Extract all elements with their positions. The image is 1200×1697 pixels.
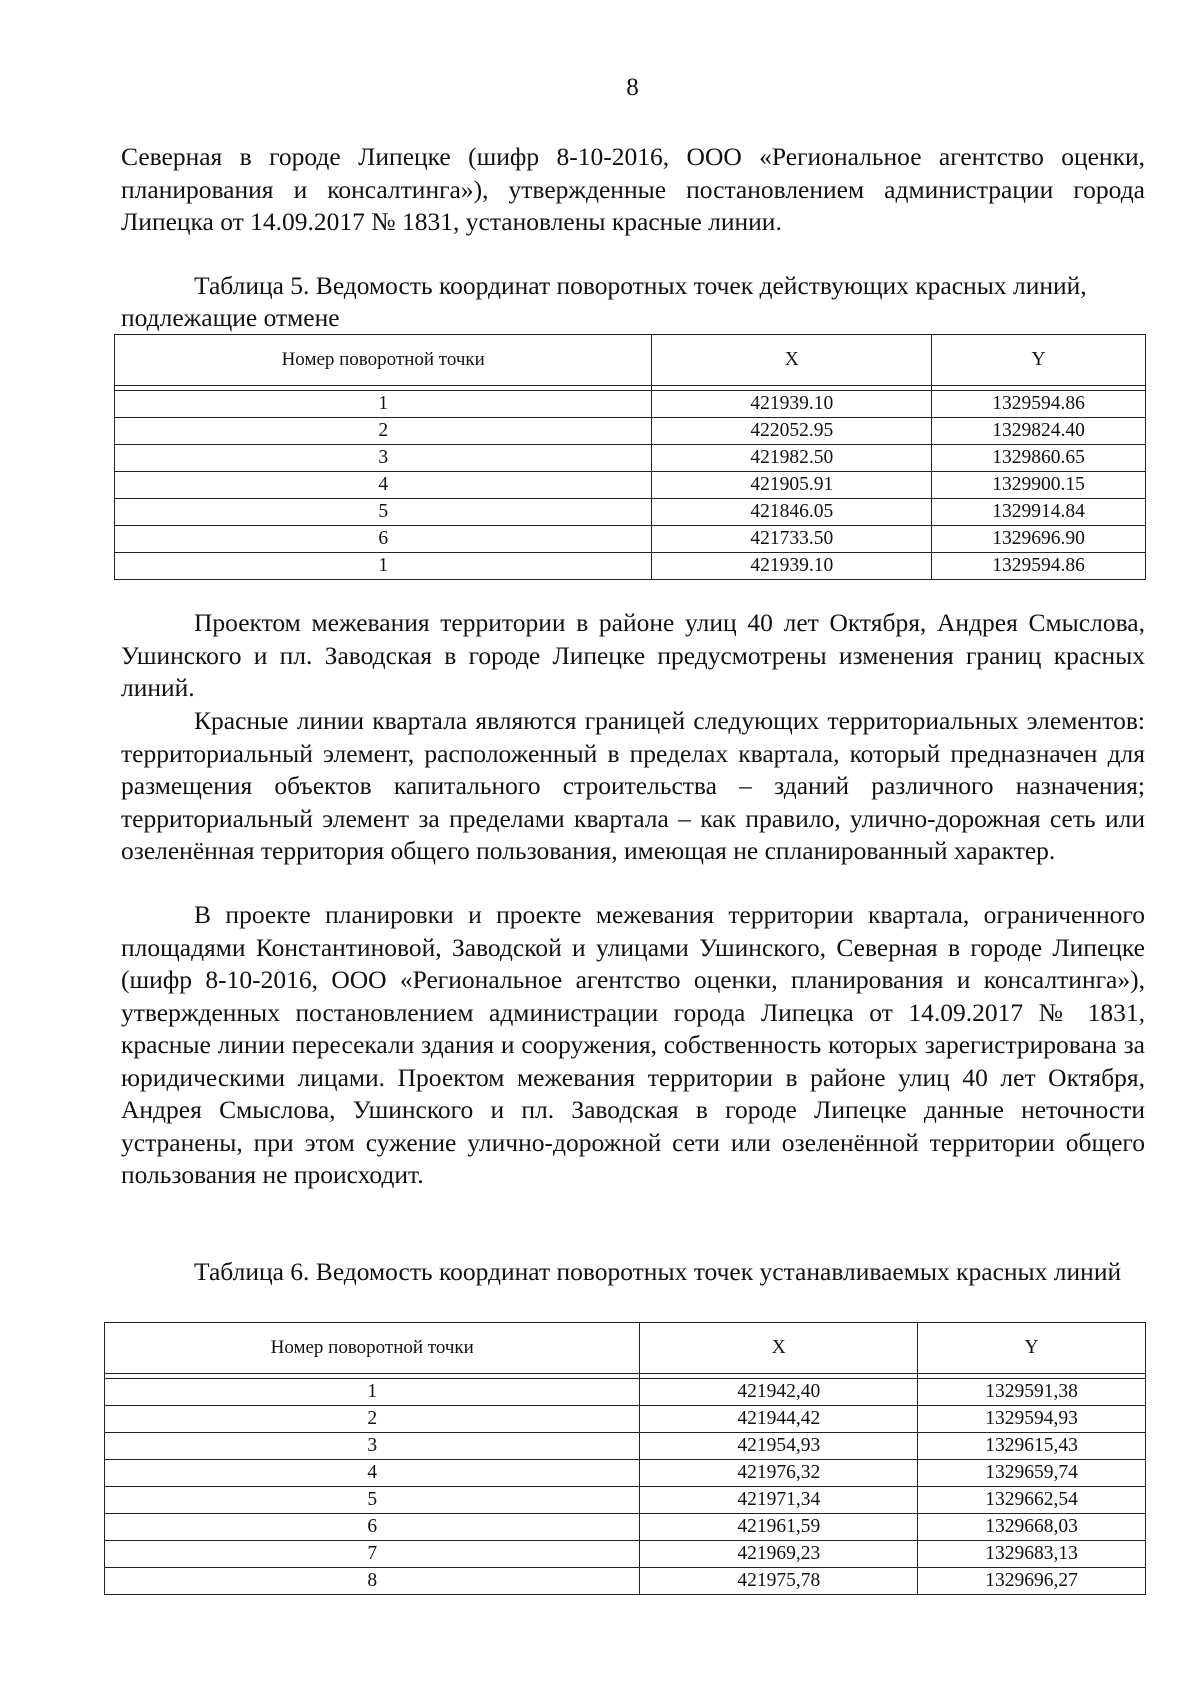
table-row [115,526,1146,553]
paragraph-1: Проектом межевания территории в районе улиц 40 лет Октября, Андрея Смыслова, Ушинского и пл. Заводская в городе Липецке предусмотрены изменения границ красных линий. [121,608,1145,702]
x-value: 421982.50 [652,445,932,472]
table-row [105,1568,1146,1595]
y-value: 1329696.90 [932,526,1146,553]
header-y: Y [918,1323,1146,1374]
y-value: 1329659,74 [918,1460,1146,1487]
y-value: 1329696,27 [918,1568,1146,1595]
table-row [105,1460,1146,1487]
intro-paragraph: Северная в городе Липецке (шифр 8-10-2016, ООО «Региональное агентство оценки, планирования и консалтинга»), утвержденные постановлением администрации города Липецка от 14.09.2017 № 1831, установлены красные линии. [121,142,1145,236]
table-row [115,445,1146,472]
x-value: 421905.91 [652,472,932,499]
header-point-number: Номер поворотной точки [115,335,652,386]
point-number: 4 [115,472,652,499]
x-value: 421944,42 [640,1406,918,1433]
point-number: 3 [115,445,652,472]
x-value: 421971,34 [640,1487,918,1514]
point-number: 1 [105,1379,640,1406]
table-row [115,418,1146,445]
x-value: 421961,59 [640,1514,918,1541]
y-value: 1329594.86 [932,391,1146,418]
point-number: 5 [115,499,652,526]
table6 [104,1322,1146,1595]
y-value: 1329824.40 [932,418,1146,445]
y-value: 1329860.65 [932,445,1146,472]
header-x: X [652,335,932,386]
x-value: 421969,23 [640,1541,918,1568]
x-value: 421975,78 [640,1568,918,1595]
table-row [115,391,1146,418]
header-point-number: Номер поворотной точки [105,1323,640,1374]
point-number: 1 [115,553,652,580]
point-number: 3 [105,1433,640,1460]
table-row [105,1406,1146,1433]
page-number: 8 [626,74,639,101]
table-row [105,1514,1146,1541]
y-value: 1329594,93 [918,1406,1146,1433]
x-value: 421733.50 [652,526,932,553]
table5-caption [121,270,1145,334]
table-row [115,553,1146,580]
point-number: 1 [115,391,652,418]
header-y: Y [932,335,1146,386]
x-value: 421954,93 [640,1433,918,1460]
point-number: 8 [105,1568,640,1595]
table-header-row [105,1323,1146,1374]
table5 [114,334,1146,580]
point-number: 6 [115,526,652,553]
table6-caption-text: Таблица 6. Ведомость координат поворотных точек устанавливаемых красных линий [194,1257,1122,1286]
point-number: 6 [105,1514,640,1541]
y-value: 1329591,38 [918,1379,1146,1406]
point-number: 7 [105,1541,640,1568]
table5-caption-text: Таблица 5. Ведомость координат поворотных точек действующих красных линий, подлежащие отмене [121,271,1087,332]
x-value: 421939.10 [652,553,932,580]
table-row [105,1541,1146,1568]
y-value: 1329594.86 [932,553,1146,580]
x-value: 421942,40 [640,1379,918,1406]
point-number: 4 [105,1460,640,1487]
table-row [105,1487,1146,1514]
table-header-row [115,335,1146,386]
point-number: 5 [105,1487,640,1514]
y-value: 1329668,03 [918,1514,1146,1541]
table-row [105,1379,1146,1406]
x-value: 421939.10 [652,391,932,418]
paragraph-2: Красные линии квартала являются границей следующих территориальных элементов: территориальный элемент, расположенный в пределах квартала, который предназначен для размещения объектов капитального строительства – зданий различного назначения; территориальный элемент за пределами квартала – как правило, улично-дорожная сеть или озеленённая территория общего пользования, имеющая не спланированный характер. [121,706,1145,865]
table-row [115,499,1146,526]
paragraph-3: В проекте планировки и проекте межевания территории квартала, ограниченного площадями Константиновой, Заводской и улицами Ушинского, Северная в городе Липецке (шифр 8-10-2016, ООО «Региональное агентство оценки, планирования и консалтинга»), утвержденных постановлением администрации города Липецка от 14.09.2017 № 1831, красные линии пересекали здания и сооружения, собственность которых зарегистрирована за юридическими лицами. Проектом межевания территории в районе улиц 40 лет Октября, Андрея Смыслова, Ушинского и пл. Заводская в городе Липецке данные неточности устранены, при этом сужение улично-дорожной сети или озеленённой территории общего пользования не происходит. [121,900,1145,1189]
x-value: 421846.05 [652,499,932,526]
x-value: 422052.95 [652,418,932,445]
x-value: 421976,32 [640,1460,918,1487]
table-row [115,472,1146,499]
header-x: X [640,1323,918,1374]
y-value: 1329615,43 [918,1433,1146,1460]
table6-caption [121,1256,1145,1288]
y-value: 1329900.15 [932,472,1146,499]
point-number: 2 [115,418,652,445]
y-value: 1329662,54 [918,1487,1146,1514]
point-number: 2 [105,1406,640,1433]
table-row [105,1433,1146,1460]
y-value: 1329914.84 [932,499,1146,526]
y-value: 1329683,13 [918,1541,1146,1568]
